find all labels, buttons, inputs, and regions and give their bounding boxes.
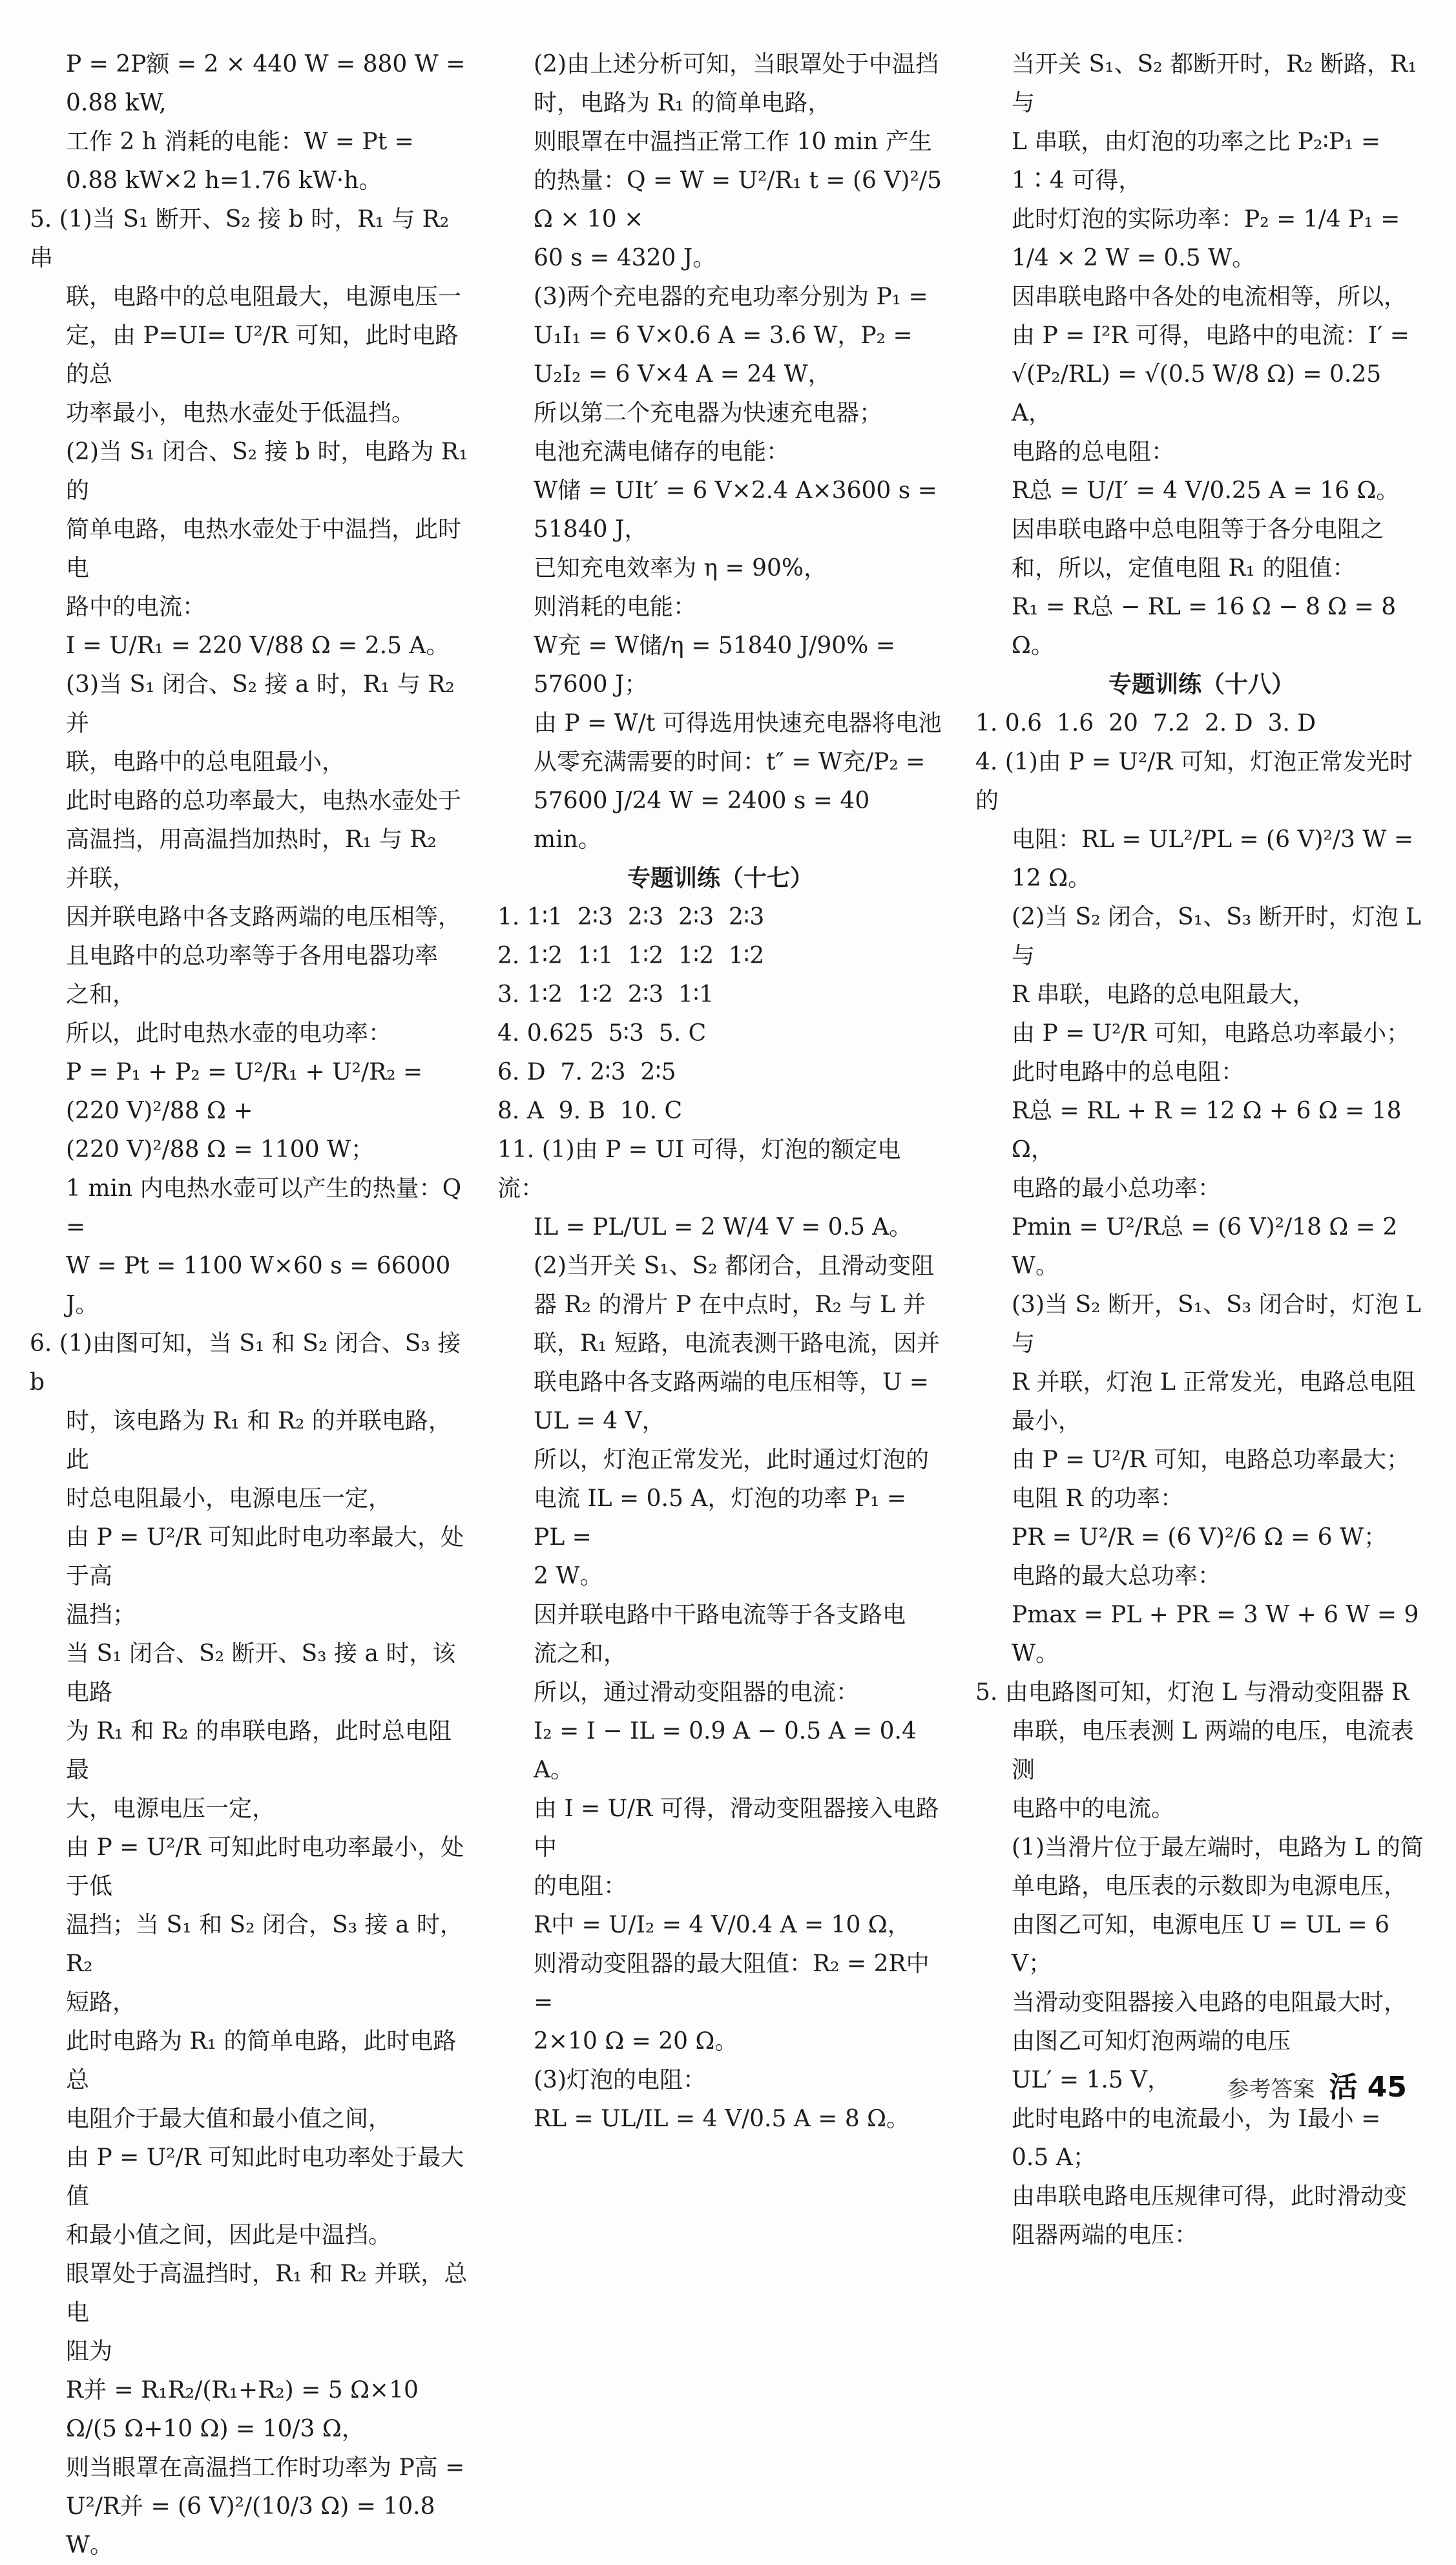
text-line: 由 I = U/R 可得，滑动变阻器接入电路中 xyxy=(534,1796,939,1861)
text-line: Pmax = PL + PR = 3 W + 6 W = 9 W。 xyxy=(1012,1602,1426,1667)
text-line: 所以，灯泡正常发光，此时通过灯泡的 xyxy=(534,1447,930,1473)
text-line: 由图乙可知，电源电压 U = UL = 6 V； xyxy=(1012,1912,1397,1977)
section-heading: 专题训练（十八） xyxy=(1108,671,1295,698)
text-line: 从零充满需要的时间：t″ = W充/P₂ = xyxy=(534,749,926,775)
text-line: 由 P = U²/R 可知，电路总功率最小； xyxy=(1012,1020,1410,1047)
text-line: √(P₂/RL) = √(0.5 W/8 Ω) = 0.25 A， xyxy=(1012,361,1389,426)
text-line: 电阻介于最大值和最小值之间， xyxy=(66,2106,392,2132)
text-line: 60 s = 4320 J。 xyxy=(534,245,716,271)
text-line: R₁ = R总 − RL = 16 Ω − 8 Ω = 8 Ω。 xyxy=(1012,594,1404,659)
text-line: 1/4 × 2 W = 0.5 W。 xyxy=(1012,245,1256,271)
text-line: 0.88 kW, xyxy=(66,90,167,116)
text-line: 功率最小，电热水壶处于低温挡。 xyxy=(66,400,415,426)
text-line: 57600 J/24 W = 2400 s = 40 min。 xyxy=(534,788,877,853)
footer-label: 参考答案 xyxy=(1227,2077,1315,2102)
text-line: 时，电路为 R₁ 的简单电路， xyxy=(534,90,831,116)
text-line: 为 R₁ 和 R₂ 的串联电路，此时总电阻最 xyxy=(66,1718,452,1783)
text-line: 由 P = U²/R 可知，电路总功率最大； xyxy=(1012,1447,1410,1473)
text-line: 阻器两端的电压： xyxy=(1012,2222,1198,2248)
text-line: U²/R并 = (6 V)²/(10/3 Ω) = 10.8 W。 xyxy=(66,2493,442,2559)
text-line: 1 min 内电热水壶可以产生的热量：Q = xyxy=(66,1175,469,1241)
text-line: (220 V)²/88 Ω = 1100 W； xyxy=(66,1136,375,1163)
text-line: 由 P = I²R 可得，电路中的电流：I′ = xyxy=(1012,322,1409,349)
text-line: 时，该电路为 R₁ 和 R₂ 的并联电路，此 xyxy=(66,1408,452,1473)
text-line: 4. (1)由 P = U²/R 可知，灯泡正常发光时的 xyxy=(975,749,1413,814)
text-line: 0.88 kW×2 h=1.76 kW·h。 xyxy=(66,167,382,194)
page-number: 活 45 xyxy=(1329,2071,1407,2104)
text-line: 由串联电路电压规律可得，此时滑动变 xyxy=(1012,2183,1408,2210)
text-line: 联，R₁ 短路，电流表测干路电流，因并 xyxy=(534,1330,940,1357)
text-line: 3. 1∶2 1∶2 2∶3 1∶1 xyxy=(497,981,714,1008)
text-line: RL = UL/IL = 4 V/0.5 A = 8 Ω。 xyxy=(534,2106,910,2132)
text-line: 的电阻： xyxy=(534,1873,627,1900)
text-line: Pmin = U²/R总 = (6 V)²/18 Ω = 2 W。 xyxy=(1012,1214,1405,1279)
text-line: 0.5 A； xyxy=(1012,2144,1096,2171)
text-line: 器 R₂ 的滑片 P 在中点时，R₂ 与 L 并 xyxy=(534,1292,926,1318)
text-line: U₁I₁ = 6 V×0.6 A = 3.6 W，P₂ = xyxy=(534,322,913,349)
text-line: 电阻 R 的功率： xyxy=(1012,1485,1183,1512)
text-line: (2)由上述分析可知，当眼罩处于中温挡 xyxy=(534,51,939,78)
text-line: I₂ = I − IL = 0.9 A − 0.5 A = 0.4 A。 xyxy=(534,1718,924,1783)
text-line: 电阻：RL = UL²/PL = (6 V)²/3 W = 12 Ω。 xyxy=(1012,826,1421,892)
text-line: (2)当 S₂ 闭合，S₁、S₃ 断开时，灯泡 L 与 xyxy=(1012,904,1429,969)
text-line: (2)当开关 S₁、S₂ 都闭合，且滑动变阻 xyxy=(534,1253,935,1279)
text-line: 因串联电路中各处的电流相等，所以， xyxy=(1012,284,1408,310)
text-line: 因串联电路中总电阻等于各分电阻之 xyxy=(1012,516,1384,543)
text-line: L 串联，由灯泡的功率之比 P₂∶P₁ = xyxy=(1012,129,1381,155)
left-column xyxy=(30,45,475,2565)
text-line: 4. 0.625 5∶3 5. C xyxy=(497,1020,707,1047)
text-line: 当 S₁ 闭合、S₂ 断开、S₃ 接 a 时，该电路 xyxy=(66,1640,456,1706)
page-footer xyxy=(1227,2064,1407,2105)
text-line: 2 W。 xyxy=(534,1563,603,1589)
text-line: 此时电路的总功率最大，电热水壶处于 xyxy=(66,788,462,814)
text-line: 所以第二个充电器为快速充电器； xyxy=(534,400,883,426)
text-line: 由 P = U²/R 可知此时电功率处于最大值 xyxy=(66,2144,464,2210)
text-line: 由 P = U²/R 可知此时电功率最小，处于低 xyxy=(66,1834,464,1900)
text-line: 所以，通过滑动变阻器的电流： xyxy=(534,1679,860,1706)
text-line: 此时电路为 R₁ 的简单电路，此时电路总 xyxy=(66,2028,457,2093)
text-line: 由图乙可知灯泡两端的电压 xyxy=(1012,2028,1291,2055)
text-line: 因并联电路中干路电流等于各支路电 xyxy=(534,1602,906,1628)
text-line: 单电路，电压表的示数即为电源电压， xyxy=(1012,1873,1408,1900)
text-line: 串联，电压表测 L 两端的电压，电流表测 xyxy=(1012,1718,1414,1783)
text-line: 联电路中各支路两端的电压相等，U = xyxy=(534,1369,929,1396)
text-line: R总 = U/I′ = 4 V/0.25 A = 16 Ω。 xyxy=(1012,477,1400,504)
text-line: 由 P = W/t 可得选用快速充电器将电池 xyxy=(534,710,942,737)
text-line: R并 = R₁R₂/(R₁+R₂) = 5 Ω×10 Ω/(5 Ω+10 Ω) = 10/3 Ω， xyxy=(66,2377,426,2442)
text-line: 5. 由电路图可知，灯泡 L 与滑动变阻器 R xyxy=(975,1679,1409,1706)
text-line: 工作 2 h 消耗的电能：W = Pt = xyxy=(66,129,414,155)
text-line: 此时电路中的电流最小，为 I最小 = xyxy=(1012,2106,1381,2132)
text-line: 1∶4 可得， xyxy=(1012,167,1142,194)
middle-column xyxy=(497,45,950,2139)
text-line: 电池充满电储存的电能： xyxy=(534,439,790,465)
text-line: P = 2P额 = 2 × 440 W = 880 W = xyxy=(66,51,466,78)
text-line: (3)当 S₂ 断开，S₁、S₃ 闭合时，灯泡 L 与 xyxy=(1012,1292,1429,1357)
text-line: W储 = UIt′ = 6 V×2.4 A×3600 s = xyxy=(534,477,937,504)
text-line: 温挡； xyxy=(66,1602,136,1628)
text-line: 路中的电流： xyxy=(66,594,206,620)
text-line: (1)当滑片位于最左端时，电路为 L 的简 xyxy=(1012,1834,1424,1861)
text-line: 6. (1)由图可知，当 S₁ 和 S₂ 闭合、S₃ 接 b xyxy=(30,1330,468,1396)
text-line: 电路的最大总功率： xyxy=(1012,1563,1222,1589)
text-line: 当开关 S₁、S₂ 都断开时，R₂ 断路，R₁ 与 xyxy=(1012,51,1425,116)
right-column xyxy=(975,45,1428,2255)
text-line: 由 P = U²/R 可知此时电功率最大，处于高 xyxy=(66,1524,464,1589)
text-line: 最小， xyxy=(1012,1408,1082,1434)
text-line: 电流 IL = 0.5 A，灯泡的功率 P₁ = PL = xyxy=(534,1485,914,1551)
text-line: 短路， xyxy=(66,1989,136,2016)
text-line: R总 = RL + R = 12 Ω + 6 Ω = 18 Ω， xyxy=(1012,1098,1409,1163)
text-line: 联，电路中的总电阻最大，电源电压一 xyxy=(66,284,462,310)
text-line: 并联， xyxy=(66,865,136,892)
text-line: W = Pt = 1100 W×60 s = 66000 J。 xyxy=(66,1253,458,1318)
text-line: 则消耗的电能： xyxy=(534,594,697,620)
text-line: 电路的总电阻： xyxy=(1012,439,1175,465)
text-line: UL′ = 1.5 V， xyxy=(1012,2067,1171,2093)
text-line: 因并联电路中各支路两端的电压相等， xyxy=(66,904,462,930)
text-line: 6. D 7. 2∶3 2∶5 xyxy=(497,1059,676,1085)
text-line: 高温挡，用高温挡加热时，R₁ 与 R₂ xyxy=(66,826,437,853)
text-line: R 并联，灯泡 L 正常发光，电路总电阻 xyxy=(1012,1369,1416,1396)
text-line: 时总电阻最小，电源电压一定， xyxy=(66,1485,392,1512)
text-line: 联，电路中的总电阻最小， xyxy=(66,749,346,775)
text-line: 眼罩处于高温挡时，R₁ 和 R₂ 并联，总电 xyxy=(66,2261,468,2326)
text-line: W充 = W储/η = 51840 J/90% = 57600 J； xyxy=(534,633,903,698)
text-line: I = U/R₁ = 220 V/88 Ω = 2.5 A。 xyxy=(66,633,450,659)
text-line: 则当眼罩在高温挡工作时功率为 P高 = xyxy=(66,2455,465,2481)
text-line: 之和， xyxy=(66,981,136,1008)
text-line: 阻为 xyxy=(66,2338,113,2365)
text-line: 且电路中的总功率等于各用电器功率 xyxy=(66,943,439,969)
text-line: 5. (1)当 S₁ 断开、S₂ 接 b 时，R₁ 与 R₂ 串 xyxy=(30,206,457,271)
text-line: 和最小值之间，因此是中温挡。 xyxy=(66,2222,392,2248)
text-line: 当滑动变阻器接入电路的电阻最大时， xyxy=(1012,1989,1408,2016)
text-line: 大，电源电压一定， xyxy=(66,1796,276,1822)
text-line: U₂I₂ = 6 V×4 A = 24 W， xyxy=(534,361,831,388)
text-line: (3)灯泡的电阻： xyxy=(534,2067,706,2093)
text-line: 定，由 P=UI= U²/R 可知，此时电路的总 xyxy=(66,322,459,388)
text-line: 此时电路中的总电阻： xyxy=(1012,1059,1245,1085)
text-line: R中 = U/I₂ = 4 V/0.4 A = 10 Ω， xyxy=(534,1912,911,1938)
text-line: 温挡；当 S₁ 和 S₂ 闭合，S₃ 接 a 时，R₂ xyxy=(66,1912,463,1977)
text-line: 1. 0.6 1.6 20 7.2 2. D 3. D xyxy=(975,710,1316,737)
text-line: 的热量：Q = W = U²/R₁ t = (6 V)²/5 Ω × 10 × xyxy=(534,167,950,233)
text-line: 流之和， xyxy=(534,1640,627,1667)
text-line: 则眼罩在中温挡正常工作 10 min 产生 xyxy=(534,129,932,155)
text-line: 则滑动变阻器的最大阻值：R₂ = 2R中 = xyxy=(534,1951,937,2016)
section-heading: 专题训练（十七） xyxy=(627,865,813,892)
text-line: 已知充电效率为 η = 90%， xyxy=(534,555,827,581)
text-line: 1. 1∶1 2∶3 2∶3 2∶3 2∶3 xyxy=(497,904,765,930)
text-line: 和，所以，定值电阻 R₁ 的阻值： xyxy=(1012,555,1356,581)
text-line: 51840 J， xyxy=(534,516,648,543)
text-line: UL = 4 V， xyxy=(534,1408,665,1434)
text-line: 2×10 Ω = 20 Ω。 xyxy=(534,2028,738,2055)
text-line: R 串联，电路的总电阻最大， xyxy=(1012,981,1316,1008)
text-line: 电路中的电流。 xyxy=(1012,1796,1175,1822)
text-line: 11. (1)由 P = UI 可得，灯泡的额定电流： xyxy=(497,1136,901,1202)
text-line: 电路的最小总功率： xyxy=(1012,1175,1222,1202)
text-line: 此时灯泡的实际功率：P₂ = 1/4 P₁ = xyxy=(1012,206,1400,233)
text-line: 8. A 9. B 10. C xyxy=(497,1098,683,1124)
text-line: (2)当 S₁ 闭合、S₂ 接 b 时，电路为 R₁ 的 xyxy=(66,439,475,504)
text-line: (3)当 S₁ 闭合、S₂ 接 a 时，R₁ 与 R₂ 并 xyxy=(66,671,463,737)
text-line: 简单电路，电热水壶处于中温挡，此时电 xyxy=(66,516,462,581)
text-line: (3)两个充电器的充电功率分别为 P₁ = xyxy=(534,284,928,310)
text-line: P = P₁ + P₂ = U²/R₁ + U²/R₂ = (220 V)²/88 Ω + xyxy=(66,1059,430,1124)
text-line: PR = U²/R = (6 V)²/6 Ω = 6 W； xyxy=(1012,1524,1388,1551)
text-line: 所以，此时电热水壶的电功率： xyxy=(66,1020,392,1047)
text-line: IL = PL/UL = 2 W/4 V = 0.5 A。 xyxy=(534,1214,913,1241)
text-line: 2. 1∶2 1∶1 1∶2 1∶2 1∶2 xyxy=(497,943,765,969)
